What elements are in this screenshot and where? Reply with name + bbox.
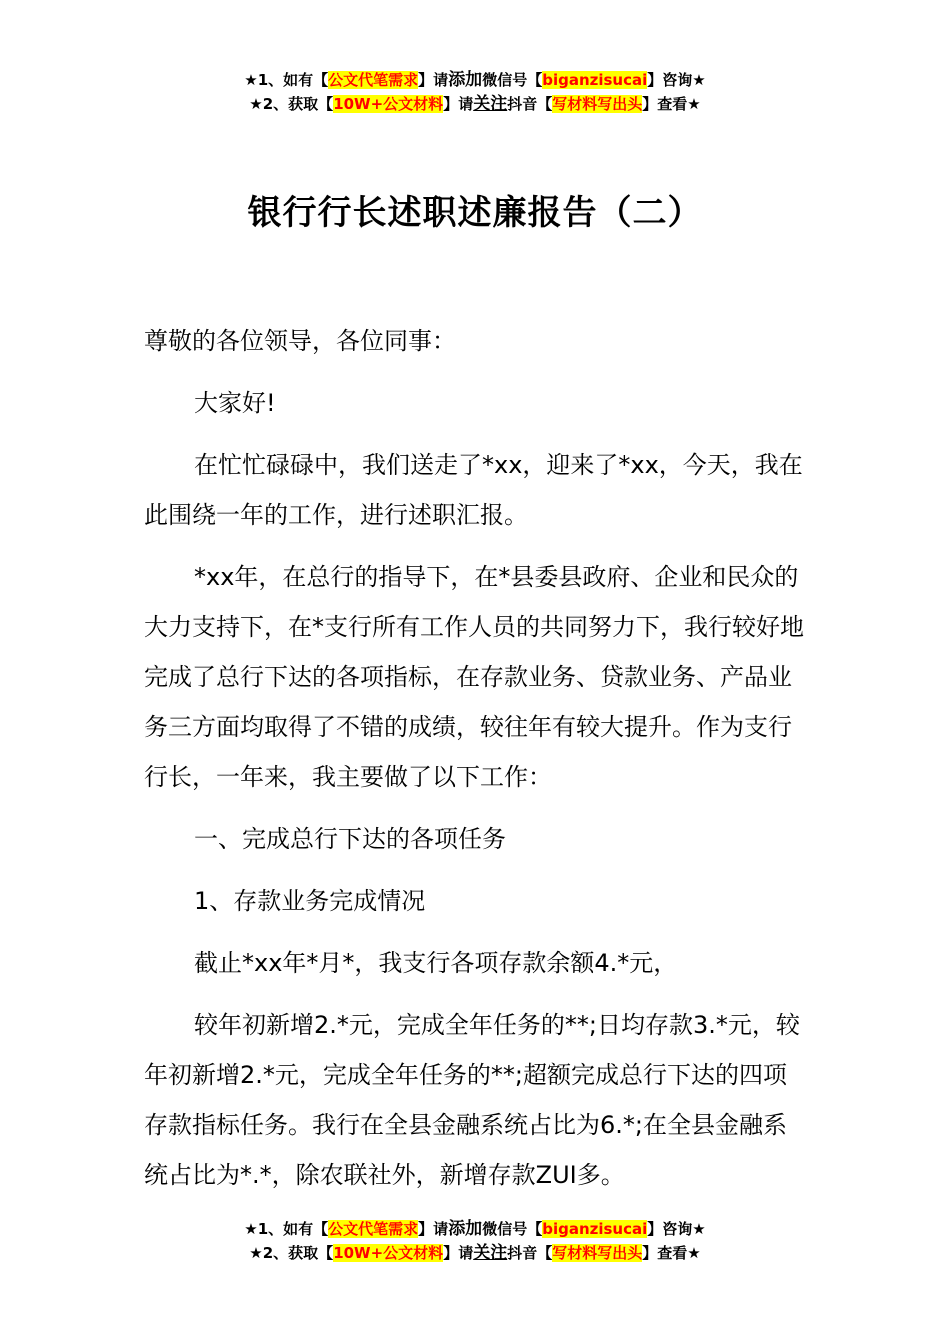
banner-text: ★1、如有【 [244,1220,329,1238]
paragraph: 在忙忙碌碌中，我们送走了*xx，迎来了*xx，今天，我在此围绕一年的工作，进行述职汇报。 [144,451,803,529]
banner-highlight: biganzisucai [542,1220,648,1238]
banner-highlight: 写材料写出头 [552,95,643,113]
banner-text: ★2、获取【 [249,1244,334,1262]
banner-emphasis: 添加 [448,70,483,90]
banner-text: 抖音【 [507,95,553,113]
banner-text: ★1、如有【 [244,71,329,89]
banner-highlight: 10W+公文材料 [333,95,444,113]
banner-text: 】请 [443,1244,474,1262]
top-banner [0,68,950,116]
banner-text: 抖音【 [507,1244,553,1262]
document-body [144,316,809,1212]
bottom-banner [0,1217,950,1265]
banner-text: 】咨询★ [647,71,706,89]
banner-highlight: biganzisucai [542,71,648,89]
document-title: 银行行长述职述廉报告（二） [247,193,703,233]
banner-highlight: 公文代笔需求 [328,71,419,89]
banner-highlight: 写材料写出头 [552,1244,643,1262]
section-heading: 一、完成总行下达的各项任务 [194,825,506,853]
banner-line-1 [0,1217,950,1241]
banner-text: ★2、获取【 [249,95,334,113]
subsection-heading: 1、存款业务完成情况 [194,887,426,915]
banner-emphasis: 关注 [473,1243,508,1263]
banner-text: 】查看★ [642,1244,701,1262]
banner-text: 】请 [418,71,449,89]
banner-highlight: 公文代笔需求 [328,1220,419,1238]
salutation: 尊敬的各位领导，各位同事： [144,327,456,355]
banner-line-1 [0,68,950,92]
banner-highlight: 10W+公文材料 [333,1244,444,1262]
paragraph: *xx年，在总行的指导下，在*县委县政府、企业和民众的大力支持下，在*支行所有工作人员的共同努力下，我行较好地完成了总行下达的各项指标，在存款业务、贷款业务、产品业务三方面均取得了不错的成绩，较往年有较大提升。作为支行行长，一年来，我主要做了以下工作： [144,563,804,791]
paragraph: 较年初新增2.*元，完成全年任务的**;日均存款3.*元，较年初新增2.*元，完成全年任务的**;超额完成总行下达的四项存款指标任务。我行在全县金融系统占比为6.*;在全县金融系统占比为*.*，除农联社外，新增存款ZUI多。 [144,1011,800,1189]
banner-text: 微信号【 [482,1220,543,1238]
banner-text: 微信号【 [482,71,543,89]
banner-text: 】咨询★ [647,1220,706,1238]
paragraph: 截止*xx年*月*，我支行各项存款余额4.*元， [194,949,678,977]
greeting: 大家好! [194,389,276,417]
banner-text: 】查看★ [642,95,701,113]
banner-emphasis: 添加 [448,1219,483,1239]
banner-line-2 [0,1241,950,1265]
banner-line-2 [0,92,950,116]
banner-text: 】请 [418,1220,449,1238]
banner-emphasis: 关注 [473,94,508,114]
banner-text: 】请 [443,95,474,113]
